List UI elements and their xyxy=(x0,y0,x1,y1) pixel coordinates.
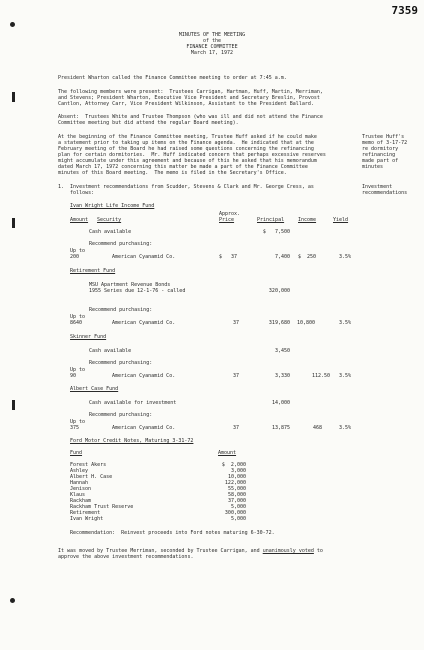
heading-line-2: of the xyxy=(202,38,222,44)
row-amount: 90 xyxy=(70,373,77,379)
row-security: American Cyanamid Co. xyxy=(112,373,176,379)
margin-note-huff: made part of xyxy=(362,158,399,164)
margin-note-huff: memo of 3-17-72 xyxy=(362,140,408,146)
heading-line-1: MINUTES OF THE MEETING xyxy=(178,32,246,38)
row-income: 112.50 xyxy=(311,373,330,379)
ford-row-fund: Jenison xyxy=(70,486,92,492)
ford-row-fund: Retirement xyxy=(70,510,101,516)
binder-mark xyxy=(12,218,15,228)
paragraph-present: Cantlon, Attorney Carr, Vice President Wilkinson, Assistant to the President Ballard. xyxy=(58,101,314,107)
motion-text: to xyxy=(313,548,323,554)
cash-principal: $ 7,500 xyxy=(262,229,290,235)
ford-row-fund: Hannah xyxy=(70,480,89,486)
row-yield: 3.5% xyxy=(338,373,351,379)
paragraph-present: and Stevens; President Wharton, Executive Vice President and Secretary Breslin, Provost xyxy=(58,95,320,101)
paragraph-huff: minutes of this Board meeting. The memo is filed in the Secretary's Office. xyxy=(58,170,287,176)
ford-col-amount: Amount xyxy=(218,450,237,456)
up-to-label: Up to xyxy=(70,248,86,254)
recommend-label: Recommend purchasing: xyxy=(89,360,153,366)
recommend-label: Recommend purchasing: xyxy=(89,307,153,313)
row-price: 37 xyxy=(233,373,240,379)
msu-bonds-label: 1955 Series due 12-1-76 - called xyxy=(89,288,186,294)
row-yield: 3.5% xyxy=(338,425,351,431)
paragraph-huff: plan for certain dormitories. Mr. Huff indicated concern that perhaps excessive reserves xyxy=(58,152,326,158)
fund-title-albert-case: Albert Case Fund xyxy=(70,386,119,392)
msu-principal: 320,000 xyxy=(268,288,290,294)
margin-note-huff: re dormitory xyxy=(362,146,399,152)
item-1-intro: follows: xyxy=(58,190,95,196)
row-amount: 375 xyxy=(70,425,80,431)
heading-line-3: FINANCE COMMITTEE xyxy=(186,44,238,50)
fund-title-retirement: Retirement Fund xyxy=(70,268,116,274)
recommend-label: Recommend purchasing: xyxy=(89,412,153,418)
col-header-yield: Yield xyxy=(333,217,349,223)
col-header-approx: Approx. xyxy=(219,211,241,217)
ford-row-fund: Ivan Wright xyxy=(70,516,104,522)
paragraph-absent: Committee meeting but did attend the regular Board meeting). xyxy=(58,120,239,126)
col-header-security: Security xyxy=(97,217,122,223)
paragraph-huff: a statement prior to taking up items on the Finance agenda. He indicated that at the xyxy=(58,140,314,146)
row-principal: 7,400 xyxy=(274,254,290,260)
cash-principal: 14,000 xyxy=(271,400,290,406)
cash-principal: 3,450 xyxy=(274,348,290,354)
ford-row-amount: 58,000 xyxy=(227,492,246,498)
paragraph-huff: At the beginning of the Finance Committee meeting, Trustee Huff asked if he could make xyxy=(58,134,317,140)
row-security: American Cyanamid Co. xyxy=(112,254,176,260)
ford-row-amount: 10,000 xyxy=(227,474,246,480)
row-principal: 3,330 xyxy=(274,373,290,379)
ford-row-amount: 3,000 xyxy=(230,468,246,474)
ford-row-amount: $ 2,000 xyxy=(221,462,246,468)
up-to-label: Up to xyxy=(70,314,86,320)
cash-available-label: Cash available xyxy=(89,348,132,354)
ford-row-fund: Forest Akers xyxy=(70,462,107,468)
page-number: 7359 xyxy=(391,4,418,17)
row-security: American Cyanamid Co. xyxy=(112,425,176,431)
row-income: 468 xyxy=(312,425,322,431)
row-security: American Cyanamid Co. xyxy=(112,320,176,326)
ford-row-fund: Rackham xyxy=(70,498,92,504)
paragraph-absent: Absent: Trustees White and Trustee Thompson (who was ill and did not attend the Finance xyxy=(58,114,323,120)
row-income: $ 250 xyxy=(298,254,317,260)
cash-available-label: Cash available xyxy=(89,229,132,235)
ford-row-amount: 37,000 xyxy=(227,498,246,504)
row-price: 37 xyxy=(233,320,240,326)
row-amount: 200 xyxy=(70,254,80,260)
paragraph-huff: February meeting of the Board he had raised some questions concerning the refinancing xyxy=(58,146,314,152)
margin-note-huff: minutes xyxy=(362,164,384,170)
row-price: $ 37 xyxy=(219,254,238,260)
up-to-label: Up to xyxy=(70,419,86,425)
row-price: 37 xyxy=(233,425,240,431)
paragraph-present: The following members were present: Trustees Carrigan, Hartman, Huff, Martin, Merriman, xyxy=(58,89,323,95)
recommendation-line: Recommendation: Reinvest proceeds into Ford notes maturing 6-30-72. xyxy=(70,530,275,536)
ford-col-fund: Fund xyxy=(70,450,83,456)
binder-hole xyxy=(10,22,15,27)
fund-title-skinner: Skinner Fund xyxy=(70,334,107,340)
row-yield: 3.5% xyxy=(338,254,351,260)
ford-row-fund: Albert H. Case xyxy=(70,474,113,480)
cash-available-label: Cash available for investment xyxy=(89,400,177,406)
row-income: 10,800 xyxy=(297,320,316,326)
motion-line: approve the above investment recommendations. xyxy=(58,554,194,560)
margin-note-investment: recommendations xyxy=(362,190,408,196)
row-yield: 3.5% xyxy=(338,320,351,326)
col-header-income: Income xyxy=(298,217,317,223)
row-principal: 319,680 xyxy=(268,320,290,326)
ford-row-amount: 122,000 xyxy=(224,480,246,486)
col-header-principal: Principal xyxy=(257,217,285,223)
binder-mark xyxy=(12,400,15,410)
margin-note-huff: refinancing xyxy=(362,152,396,158)
paragraph-huff: dated March 17, 1972 concerning this matter be made a part of the Finance Committee xyxy=(58,164,308,170)
motion-unanimous: unanimously voted xyxy=(262,548,314,554)
item-1-intro: 1. Investment recommendations from Scudder, Stevens & Clark and Mr. George Cress, as xyxy=(58,184,314,190)
col-header-amount: Amount xyxy=(70,217,89,223)
binder-mark xyxy=(12,92,15,102)
paragraph-call-to-order: President Wharton called the Finance Committee meeting to order at 7:45 a.m. xyxy=(58,75,287,81)
row-amount: 8640 xyxy=(70,320,83,326)
margin-note-huff: Trustee Huff's xyxy=(362,134,405,140)
row-principal: 13,875 xyxy=(271,425,290,431)
msu-bonds-label: MSU Apartment Revenue Bonds xyxy=(89,282,171,288)
ford-row-amount: 55,000 xyxy=(227,486,246,492)
recommend-label: Recommend purchasing: xyxy=(89,241,153,247)
ford-row-amount: 5,000 xyxy=(230,504,246,510)
motion-text: It was moved by Trustee Merriman, seconded by Trustee Carrigan, and xyxy=(58,548,263,554)
heading-line-4: March 17, 1972 xyxy=(190,50,234,56)
ford-row-fund: Ashley xyxy=(70,468,89,474)
col-header-price: Price xyxy=(219,217,235,223)
fund-title-ivan-wright: Ivan Wright Life Income Fund xyxy=(70,203,155,209)
up-to-label: Up to xyxy=(70,367,86,373)
ford-row-amount: 5,000 xyxy=(230,516,246,522)
ford-row-amount: 300,000 xyxy=(224,510,246,516)
margin-note-investment: Investment xyxy=(362,184,393,190)
binder-hole xyxy=(10,598,15,603)
ford-notes-title: Ford Motor Credit Notes, Maturing 3-31-72 xyxy=(70,438,194,444)
ford-row-fund: Klaus xyxy=(70,492,86,498)
ford-row-fund: Rackham Trust Reserve xyxy=(70,504,134,510)
paragraph-huff: might accumulate under this agreement and because of this he asked that his memorandum xyxy=(58,158,317,164)
